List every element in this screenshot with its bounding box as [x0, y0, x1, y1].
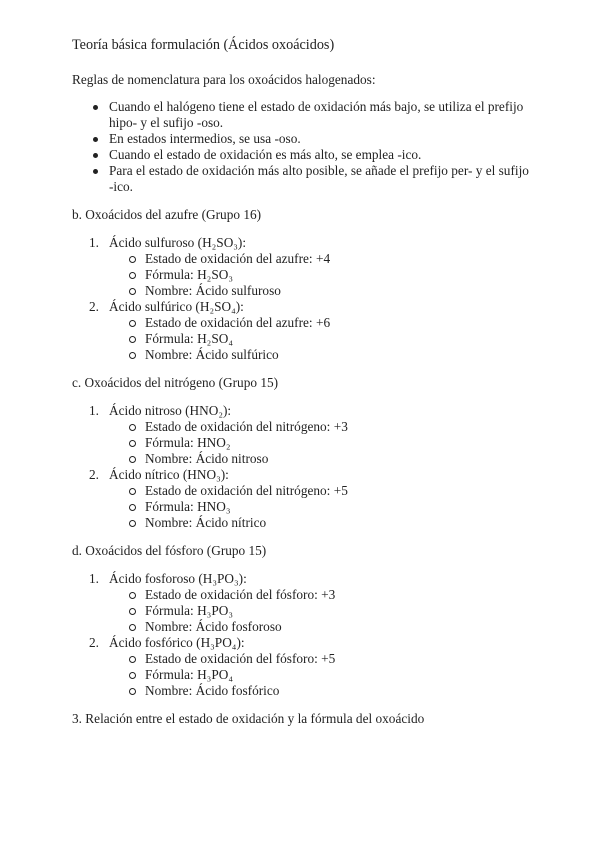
rule-text: Cuando el estado de oxidación es más alto, se emplea -ico.: [109, 147, 422, 162]
acid-item: [0, 571, 600, 635]
section-heading: c. Oxoácidos del nitrógeno (Grupo 15): [72, 375, 279, 390]
hollow-bullet-icon: [129, 624, 136, 631]
section-nitrogen: [0, 375, 600, 531]
detail-item: [0, 331, 600, 347]
detail-item: [0, 587, 600, 603]
hollow-bullet-icon: [129, 608, 136, 615]
hollow-bullet-icon: [129, 352, 136, 359]
hollow-bullet-icon: [129, 504, 136, 511]
acid-details: [0, 419, 600, 467]
rule-item: [0, 163, 534, 195]
hollow-bullet-icon: [129, 592, 136, 599]
bullet-icon: [93, 169, 98, 174]
acid-list: [0, 571, 600, 699]
hollow-bullet-icon: [129, 424, 136, 431]
hollow-bullet-icon: [129, 520, 136, 527]
detail-text: Estado de oxidación del fósforo: +3: [145, 587, 336, 602]
detail-text: Estado de oxidación del azufre: +4: [145, 251, 331, 266]
acid-line: [0, 571, 600, 587]
hollow-bullet-icon: [129, 488, 136, 495]
bullet-icon: [93, 153, 98, 158]
acid-item: [0, 235, 600, 299]
acid-name: Ácido nitroso (HNO₂):: [109, 403, 232, 418]
detail-item: [0, 619, 600, 635]
detail-text: Estado de oxidación del nitrógeno: +5: [145, 483, 348, 498]
item-number: 1.: [89, 571, 99, 586]
acid-line: [0, 635, 600, 651]
acid-name: Ácido sulfúrico (H₂SO₄):: [109, 299, 244, 314]
section-heading: b. Oxoácidos del azufre (Grupo 16): [72, 207, 262, 222]
detail-item: [0, 419, 600, 435]
acid-list: [0, 235, 600, 363]
acid-name: Ácido sulfuroso (H₂SO₃):: [109, 235, 247, 250]
section-phosphorus: [0, 543, 600, 699]
detail-item: [0, 499, 600, 515]
hollow-bullet-icon: [129, 672, 136, 679]
acid-details: [0, 251, 600, 299]
nomenclature-rules-list: [0, 99, 600, 195]
rule-text: Para el estado de oxidación más alto posible, se añade el prefijo per- y el sufijo -ico.: [109, 163, 529, 194]
acid-details: [0, 483, 600, 531]
rule-item: [0, 131, 534, 147]
rule-item: [0, 99, 534, 131]
detail-text: Nombre: Ácido sulfuroso: [145, 283, 281, 298]
acid-line: [0, 467, 600, 483]
acid-list: [0, 403, 600, 531]
acid-item: [0, 403, 600, 467]
section-sulfur: [0, 207, 600, 363]
item-number: 2.: [89, 467, 99, 482]
detail-text: Nombre: Ácido fosfórico: [145, 683, 280, 698]
item-number: 2.: [89, 299, 99, 314]
detail-text: Fórmula: H₂SO₃: [145, 267, 233, 282]
hollow-bullet-icon: [129, 288, 136, 295]
acid-name: Ácido fosfórico (H₃PO₄):: [109, 635, 245, 650]
detail-text: Fórmula: H₃PO₄: [145, 667, 233, 682]
hollow-bullet-icon: [129, 656, 136, 663]
detail-item: [0, 267, 600, 283]
detail-item: [0, 667, 600, 683]
bullet-icon: [93, 137, 98, 142]
document-title: Teoría básica formulación (Ácidos oxoácidos): [72, 37, 335, 53]
detail-item: [0, 435, 600, 451]
acid-line: [0, 403, 600, 419]
detail-item: [0, 603, 600, 619]
hollow-bullet-icon: [129, 336, 136, 343]
acid-details: [0, 315, 600, 363]
detail-text: Nombre: Ácido sulfúrico: [145, 347, 279, 362]
rule-text: Cuando el halógeno tiene el estado de oxidación más bajo, se utiliza el prefijo hipo- y el sufijo -oso.: [109, 99, 524, 130]
rule-item: [0, 147, 534, 163]
detail-text: Nombre: Ácido nitroso: [145, 451, 269, 466]
item-number: 1.: [89, 403, 99, 418]
detail-text: Nombre: Ácido nítrico: [145, 515, 267, 530]
detail-text: Estado de oxidación del fósforo: +5: [145, 651, 336, 666]
detail-item: [0, 315, 600, 331]
acid-details: [0, 587, 600, 635]
hollow-bullet-icon: [129, 320, 136, 327]
bullet-icon: [93, 105, 98, 110]
section-heading-relation: 3. Relación entre el estado de oxidación y la fórmula del oxoácido: [72, 711, 425, 726]
nomenclature-rules-intro: Reglas de nomenclatura para los oxoácidos halogenados:: [72, 72, 376, 87]
detail-text: Fórmula: H₃PO₃: [145, 603, 233, 618]
detail-text: Fórmula: H₂SO₄: [145, 331, 233, 346]
detail-item: [0, 451, 600, 467]
hollow-bullet-icon: [129, 688, 136, 695]
acid-line: [0, 299, 600, 315]
detail-text: Fórmula: HNO₃: [145, 499, 231, 514]
item-number: 2.: [89, 635, 99, 650]
acid-item: [0, 467, 600, 531]
detail-text: Fórmula: HNO₂: [145, 435, 231, 450]
rule-text: En estados intermedios, se usa -oso.: [109, 131, 301, 146]
detail-text: Estado de oxidación del nitrógeno: +3: [145, 419, 348, 434]
detail-item: [0, 651, 600, 667]
detail-item: [0, 251, 600, 267]
acid-item: [0, 635, 600, 699]
acid-name: Ácido fosforoso (H₃PO₃):: [109, 571, 247, 586]
detail-text: Estado de oxidación del azufre: +6: [145, 315, 331, 330]
detail-item: [0, 483, 600, 499]
acid-name: Ácido nítrico (HNO₃):: [109, 467, 229, 482]
detail-item: [0, 683, 600, 699]
item-number: 1.: [89, 235, 99, 250]
hollow-bullet-icon: [129, 440, 136, 447]
detail-item: [0, 347, 600, 363]
detail-item: [0, 283, 600, 299]
acid-details: [0, 651, 600, 699]
acid-item: [0, 299, 600, 363]
detail-item: [0, 515, 600, 531]
acid-line: [0, 235, 600, 251]
section-heading: d. Oxoácidos del fósforo (Grupo 15): [72, 543, 267, 558]
hollow-bullet-icon: [129, 256, 136, 263]
detail-text: Nombre: Ácido fosforoso: [145, 619, 282, 634]
hollow-bullet-icon: [129, 272, 136, 279]
hollow-bullet-icon: [129, 456, 136, 463]
